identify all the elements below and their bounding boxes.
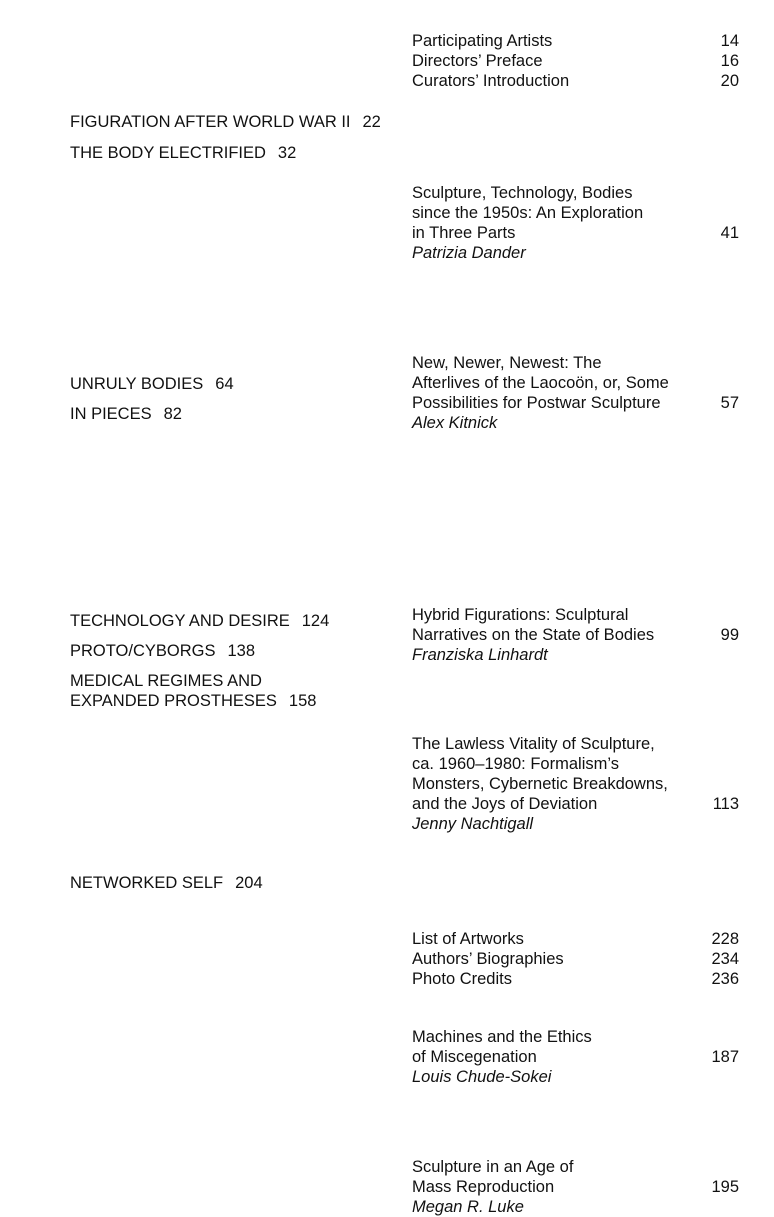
toc-entry-curators-introduction[interactable] [412, 71, 739, 91]
toc-entry-photo-credits[interactable] [412, 969, 739, 989]
essay-entry-dander[interactable] [412, 183, 739, 263]
essay-title-line: The Lawless Vitality of Sculpture, [412, 735, 655, 753]
toc-entry-title: Participating Artists [412, 32, 553, 50]
essay-title-line: Hybrid Figurations: Sculptural [412, 606, 629, 624]
essay-page-number: 195 [711, 1178, 739, 1196]
essay-title-line: New, Newer, Newest: The [412, 354, 602, 372]
essay-entry-kitnick[interactable] [412, 353, 739, 433]
essay-title-line: since the 1950s: An Exploration [412, 204, 644, 222]
section-title-line: MEDICAL REGIMES AND [70, 672, 262, 690]
section-title: IN PIECES [70, 405, 152, 423]
section-page-number: 158 [288, 692, 317, 710]
essay-entry-chude-sokei[interactable] [412, 1027, 739, 1087]
essay-page-number: 41 [720, 224, 739, 242]
toc-entry-title: Photo Credits [412, 970, 512, 988]
section-title: FIGURATION AFTER WORLD WAR II [70, 113, 351, 131]
essay-title-line: and the Joys of Deviation [412, 795, 598, 813]
toc-entry-title: Authors’ Biographies [412, 950, 564, 968]
essay-page-number: 57 [720, 394, 739, 412]
essay-title-line: Mass Reproduction [412, 1178, 555, 1196]
essay-author: Alex Kitnick [412, 414, 498, 432]
essay-title-line: Narratives on the State of Bodies [412, 626, 655, 644]
essay-title-line: Sculpture, Technology, Bodies [412, 184, 633, 202]
essay-author: Megan R. Luke [412, 1198, 524, 1216]
toc-entry-title: Curators’ Introduction [412, 72, 570, 90]
essay-page-number: 113 [712, 795, 739, 813]
front-matter-list [412, 31, 739, 91]
toc-entry-authors-biographies[interactable] [412, 949, 739, 969]
essay-page-number: 99 [720, 626, 739, 644]
section-page-number: 82 [163, 405, 182, 423]
section-page-number: 138 [227, 642, 256, 660]
section-title: THE BODY ELECTRIFIED [70, 144, 266, 162]
toc-page-number: 234 [711, 950, 739, 968]
essay-title-line: Possibilities for Postwar Sculpture [412, 394, 661, 412]
essay-title-line: ca. 1960–1980: Formalism’s [412, 755, 619, 773]
section-technology-and-desire[interactable] [70, 611, 329, 631]
section-unruly-bodies[interactable] [70, 374, 234, 394]
essay-entry-nachtigall[interactable] [412, 734, 739, 834]
section-medical-regimes[interactable] [70, 671, 316, 711]
section-page-number: 22 [362, 113, 381, 131]
section-networked-self[interactable] [70, 873, 263, 893]
essay-title-line: Sculpture in an Age of [412, 1158, 574, 1176]
section-title: UNRULY BODIES [70, 375, 204, 393]
essay-title-line: of Miscegenation [412, 1048, 537, 1066]
essay-page-number: 187 [711, 1048, 739, 1066]
section-page-number: 32 [277, 144, 297, 162]
essay-entry-luke[interactable] [412, 1157, 739, 1217]
section-page-number: 204 [235, 874, 263, 892]
toc-page-number: 14 [720, 32, 739, 50]
section-title-line: EXPANDED PROSTHESES [70, 692, 277, 710]
essay-title-line: Machines and the Ethics [412, 1028, 592, 1046]
toc-entry-list-of-artworks[interactable] [412, 929, 739, 949]
toc-entry-title: Directors’ Preface [412, 52, 543, 70]
essay-author: Jenny Nachtigall [412, 815, 534, 833]
section-title: PROTO/CYBORGS [70, 642, 216, 660]
section-in-pieces[interactable] [70, 404, 182, 424]
toc-page-number: 16 [720, 52, 739, 70]
essay-title-line: Monsters, Cybernetic Breakdowns, [412, 775, 668, 793]
toc-page-number: 228 [711, 930, 739, 948]
section-title: TECHNOLOGY AND DESIRE [70, 612, 290, 630]
toc-page-number: 236 [711, 970, 739, 988]
section-page-number: 64 [215, 375, 234, 393]
back-matter-list [412, 929, 739, 989]
essay-title-line: Afterlives of the Laocoön, or, Some [412, 374, 669, 392]
section-page-number: 124 [301, 612, 330, 630]
essay-entry-linhardt[interactable] [412, 605, 739, 665]
essay-author: Louis Chude-Sokei [412, 1068, 552, 1086]
essay-title-line: in Three Parts [412, 224, 516, 242]
section-title: NETWORKED SELF [70, 874, 224, 892]
toc-page-number: 20 [720, 72, 739, 90]
toc-entry-directors-preface[interactable] [412, 51, 739, 71]
section-the-body-electrified[interactable] [70, 143, 296, 163]
essay-author: Franziska Linhardt [412, 646, 548, 664]
essay-author: Patrizia Dander [412, 244, 526, 262]
toc-entry-participating-artists[interactable] [412, 31, 739, 51]
section-figuration-after-world-war-ii[interactable] [70, 112, 381, 132]
section-proto-cyborgs[interactable] [70, 641, 255, 661]
toc-entry-title: List of Artworks [412, 930, 524, 948]
